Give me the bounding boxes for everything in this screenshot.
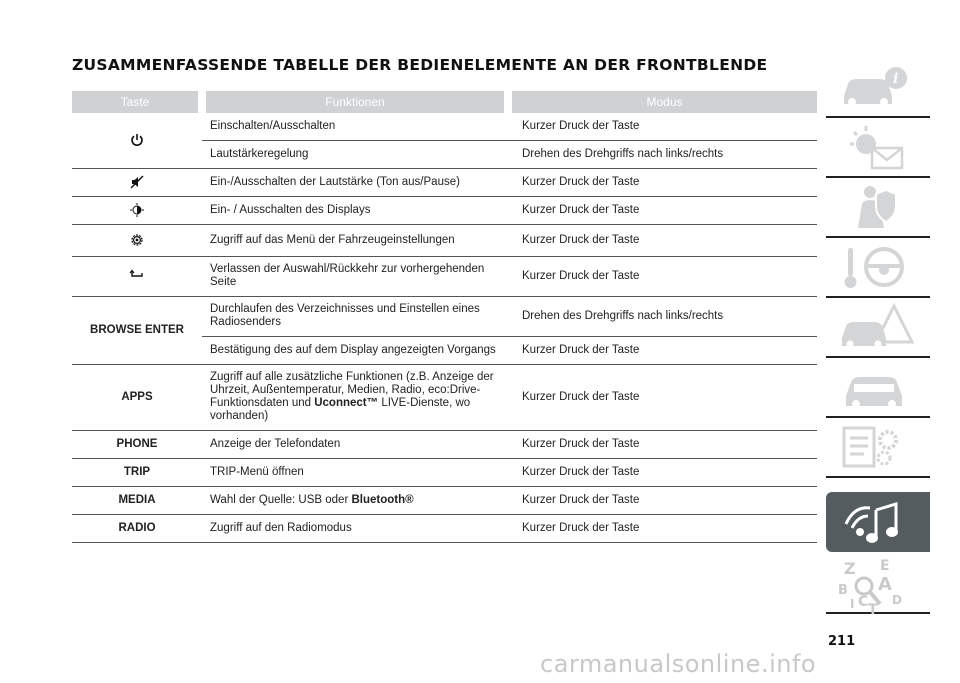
function-cell <box>202 487 508 515</box>
key-cell: MEDIA <box>72 487 202 515</box>
tab-emergency[interactable] <box>826 298 930 358</box>
key-cell: BROWSE ENTER <box>72 297 202 365</box>
warning-lights-icon <box>836 122 916 172</box>
settings-gear-icon <box>129 232 145 248</box>
watermark: carmanualsonline.info <box>540 650 817 678</box>
key-cell: TRIP <box>72 459 202 487</box>
svg-text:A: A <box>878 574 892 595</box>
maintenance-icon <box>836 362 916 412</box>
column-header-mode: Modus <box>508 91 817 113</box>
tab-car-info[interactable] <box>826 58 930 118</box>
mode-cell: Kurzer Druck der Taste <box>508 459 817 487</box>
column-header-functions: Funktionen <box>202 91 508 113</box>
function-cell <box>202 365 508 431</box>
controls-table <box>72 91 817 543</box>
mode-cell: Kurzer Druck der Taste <box>508 515 817 543</box>
mode-cell: Kurzer Druck der Taste <box>508 169 817 197</box>
table-row <box>72 257 817 297</box>
table-row <box>72 459 817 487</box>
function-cell: Verlassen der Auswahl/Rückkehr zur vorhergehenden Seite <box>202 257 508 297</box>
tab-maintenance[interactable] <box>826 358 930 418</box>
mode-cell: Kurzer Druck der Taste <box>508 225 817 257</box>
back-arrow-icon <box>129 269 145 281</box>
function-cell: Bestätigung des auf dem Display angezeigten Vorgangs <box>202 337 508 365</box>
svg-text:T: T <box>868 602 878 614</box>
mode-cell: Kurzer Druck der Taste <box>508 365 817 431</box>
table-row <box>72 365 817 431</box>
mode-cell: Kurzer Druck der Taste <box>508 197 817 225</box>
index-icon <box>836 558 916 614</box>
technical-data-icon <box>836 422 916 472</box>
multimedia-icon <box>836 496 916 548</box>
table-row <box>72 297 817 337</box>
function-cell: Lautstärkeregelung <box>202 141 508 169</box>
page-title: ZUSAMMENFASSENDE TABELLE DER BEDIENELEMENTE AN DER FRONTBLENDE <box>72 56 768 74</box>
column-header-key: Taste <box>72 91 202 113</box>
key-cell <box>72 197 202 225</box>
function-text: Wahl der Quelle: USB oder <box>210 493 352 506</box>
key-cell: PHONE <box>72 431 202 459</box>
svg-text:E: E <box>880 558 890 574</box>
table-row <box>72 225 817 257</box>
function-cell: Ein- / Ausschalten des Displays <box>202 197 508 225</box>
function-cell: Zugriff auf das Menü der Fahrzeugeinstellungen <box>202 225 508 257</box>
tab-starting-driving[interactable] <box>826 238 930 298</box>
key-cell <box>72 257 202 297</box>
key-cell <box>72 225 202 257</box>
key-cell <box>72 169 202 197</box>
mode-cell: Drehen des Drehgriffs nach links/rechts <box>508 297 817 337</box>
tab-safety[interactable] <box>826 178 930 238</box>
table-row <box>72 113 817 141</box>
function-cell: Anzeige der Telefondaten <box>202 431 508 459</box>
function-cell: Ein-/Ausschalten der Lautstärke (Ton aus/Pause) <box>202 169 508 197</box>
table-row <box>72 487 817 515</box>
function-cell: Zugriff auf den Radiomodus <box>202 515 508 543</box>
mode-cell: Kurzer Druck der Taste <box>508 487 817 515</box>
mode-cell: Drehen des Drehgriffs nach links/rechts <box>508 141 817 169</box>
mute-icon <box>130 175 144 189</box>
key-cell: APPS <box>72 365 202 431</box>
tab-warning-lights[interactable] <box>826 118 930 178</box>
display-icon <box>130 203 144 217</box>
function-text: Zugriff auf alle zusätzliche Funktionen (z.B. Anzeige der Uhrzeit, Außentemperatur, Medien, Radio, eco:Drive-Funktionsdaten und <box>210 371 494 409</box>
svg-text:C: C <box>858 594 869 610</box>
function-cell: Durchlaufen des Verzeichnisses und Einstellen eines Radiosenders <box>202 297 508 337</box>
uconnect-brand: Uconnect™ <box>314 397 379 409</box>
tab-multimedia[interactable] <box>826 492 930 552</box>
function-cell: TRIP-Menü öffnen <box>202 459 508 487</box>
car-info-icon <box>836 62 916 112</box>
power-icon <box>130 133 144 147</box>
mode-cell: Kurzer Druck der Taste <box>508 431 817 459</box>
svg-text:I: I <box>850 597 855 611</box>
table-row <box>72 197 817 225</box>
tab-technical-data[interactable] <box>826 418 930 478</box>
emergency-icon <box>836 302 916 352</box>
bluetooth-brand: Bluetooth® <box>351 493 414 506</box>
table-row <box>72 431 817 459</box>
table-row <box>72 169 817 197</box>
function-cell: Einschalten/Ausschalten <box>202 113 508 141</box>
mode-cell: Kurzer Druck der Taste <box>508 257 817 297</box>
tab-index[interactable] <box>826 554 930 614</box>
safety-icon <box>836 182 916 232</box>
mode-cell: Kurzer Druck der Taste <box>508 337 817 365</box>
svg-text:D: D <box>892 593 902 607</box>
key-cell: RADIO <box>72 515 202 543</box>
svg-text:i: i <box>893 71 899 87</box>
starting-driving-icon <box>836 242 916 292</box>
page-number: 211 <box>828 634 856 649</box>
table-header <box>72 91 817 113</box>
svg-text:B: B <box>838 583 848 598</box>
table-row <box>72 515 817 543</box>
key-cell <box>72 113 202 169</box>
mode-cell: Kurzer Druck der Taste <box>508 113 817 141</box>
function-text: LIVE-Dienste, wo vorhanden) <box>210 397 471 422</box>
svg-text:Z: Z <box>844 559 856 578</box>
